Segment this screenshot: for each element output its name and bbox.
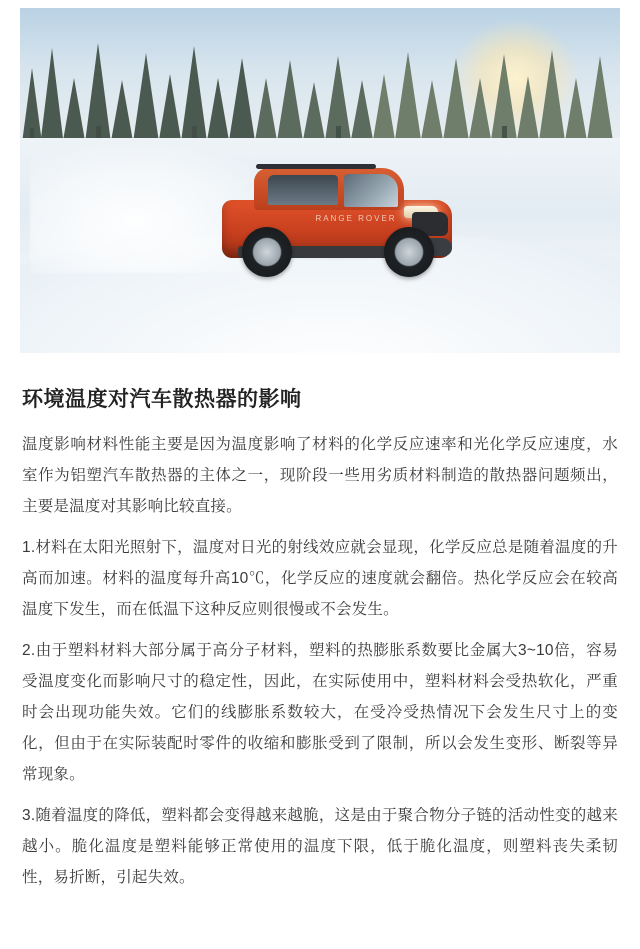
paragraph-3: 3.随着温度的降低，塑料都会变得越来越脆，这是由于聚合物分子链的活动性变的越来越小。脆化温度是塑料能够正常使用的温度下限，低于脆化温度，则塑料丧失柔韧性，易折断，引起失效。 bbox=[22, 807, 618, 886]
rear-wheel bbox=[242, 227, 292, 277]
suv-vehicle bbox=[216, 158, 456, 283]
page-title: 环境温度对汽车散热器的影响 bbox=[22, 388, 302, 411]
vehicle-badge-text: RANGE ROVER bbox=[315, 214, 397, 223]
side-window bbox=[268, 175, 338, 205]
article-page bbox=[0, 8, 640, 949]
article-body bbox=[0, 353, 640, 893]
hero-image bbox=[20, 8, 620, 353]
paragraph-2: 2.由于塑料材料大部分属于高分子材料，塑料的热膨胀系数要比金属大3~10倍，容易受温度变化而影响尺寸的稳定性，因此，在实际使用中，塑料材料会受热软化，严重时会出现功能失效。它们的线膨胀系数较大，在受冷受热情况下会发生尺寸上的变化，但由于在实际装配时零件的收缩和膨胀受到了限制，所以会发生变形、断裂等异常现象。 bbox=[22, 642, 618, 783]
windshield bbox=[344, 174, 398, 207]
front-wheel bbox=[384, 227, 434, 277]
roof-rail bbox=[256, 164, 376, 169]
paragraph-intro: 温度影响材料性能主要是因为温度影响了材料的化学反应速率和光化学反应速度，水室作为铝塑汽车散热器的主体之一，现阶段一些用劣质材料制造的散热器问题频出，主要是温度对其影响比较直接。 bbox=[22, 436, 618, 515]
paragraph-1: 1.材料在太阳光照射下，温度对日光的射线效应就会显现，化学反应总是随着温度的升高而加速。材料的温度每升高10℃，化学反应的速度就会翻倍。热化学反应会在较高温度下发生，而在低温下这种反应则很慢或不会发生。 bbox=[22, 539, 618, 618]
